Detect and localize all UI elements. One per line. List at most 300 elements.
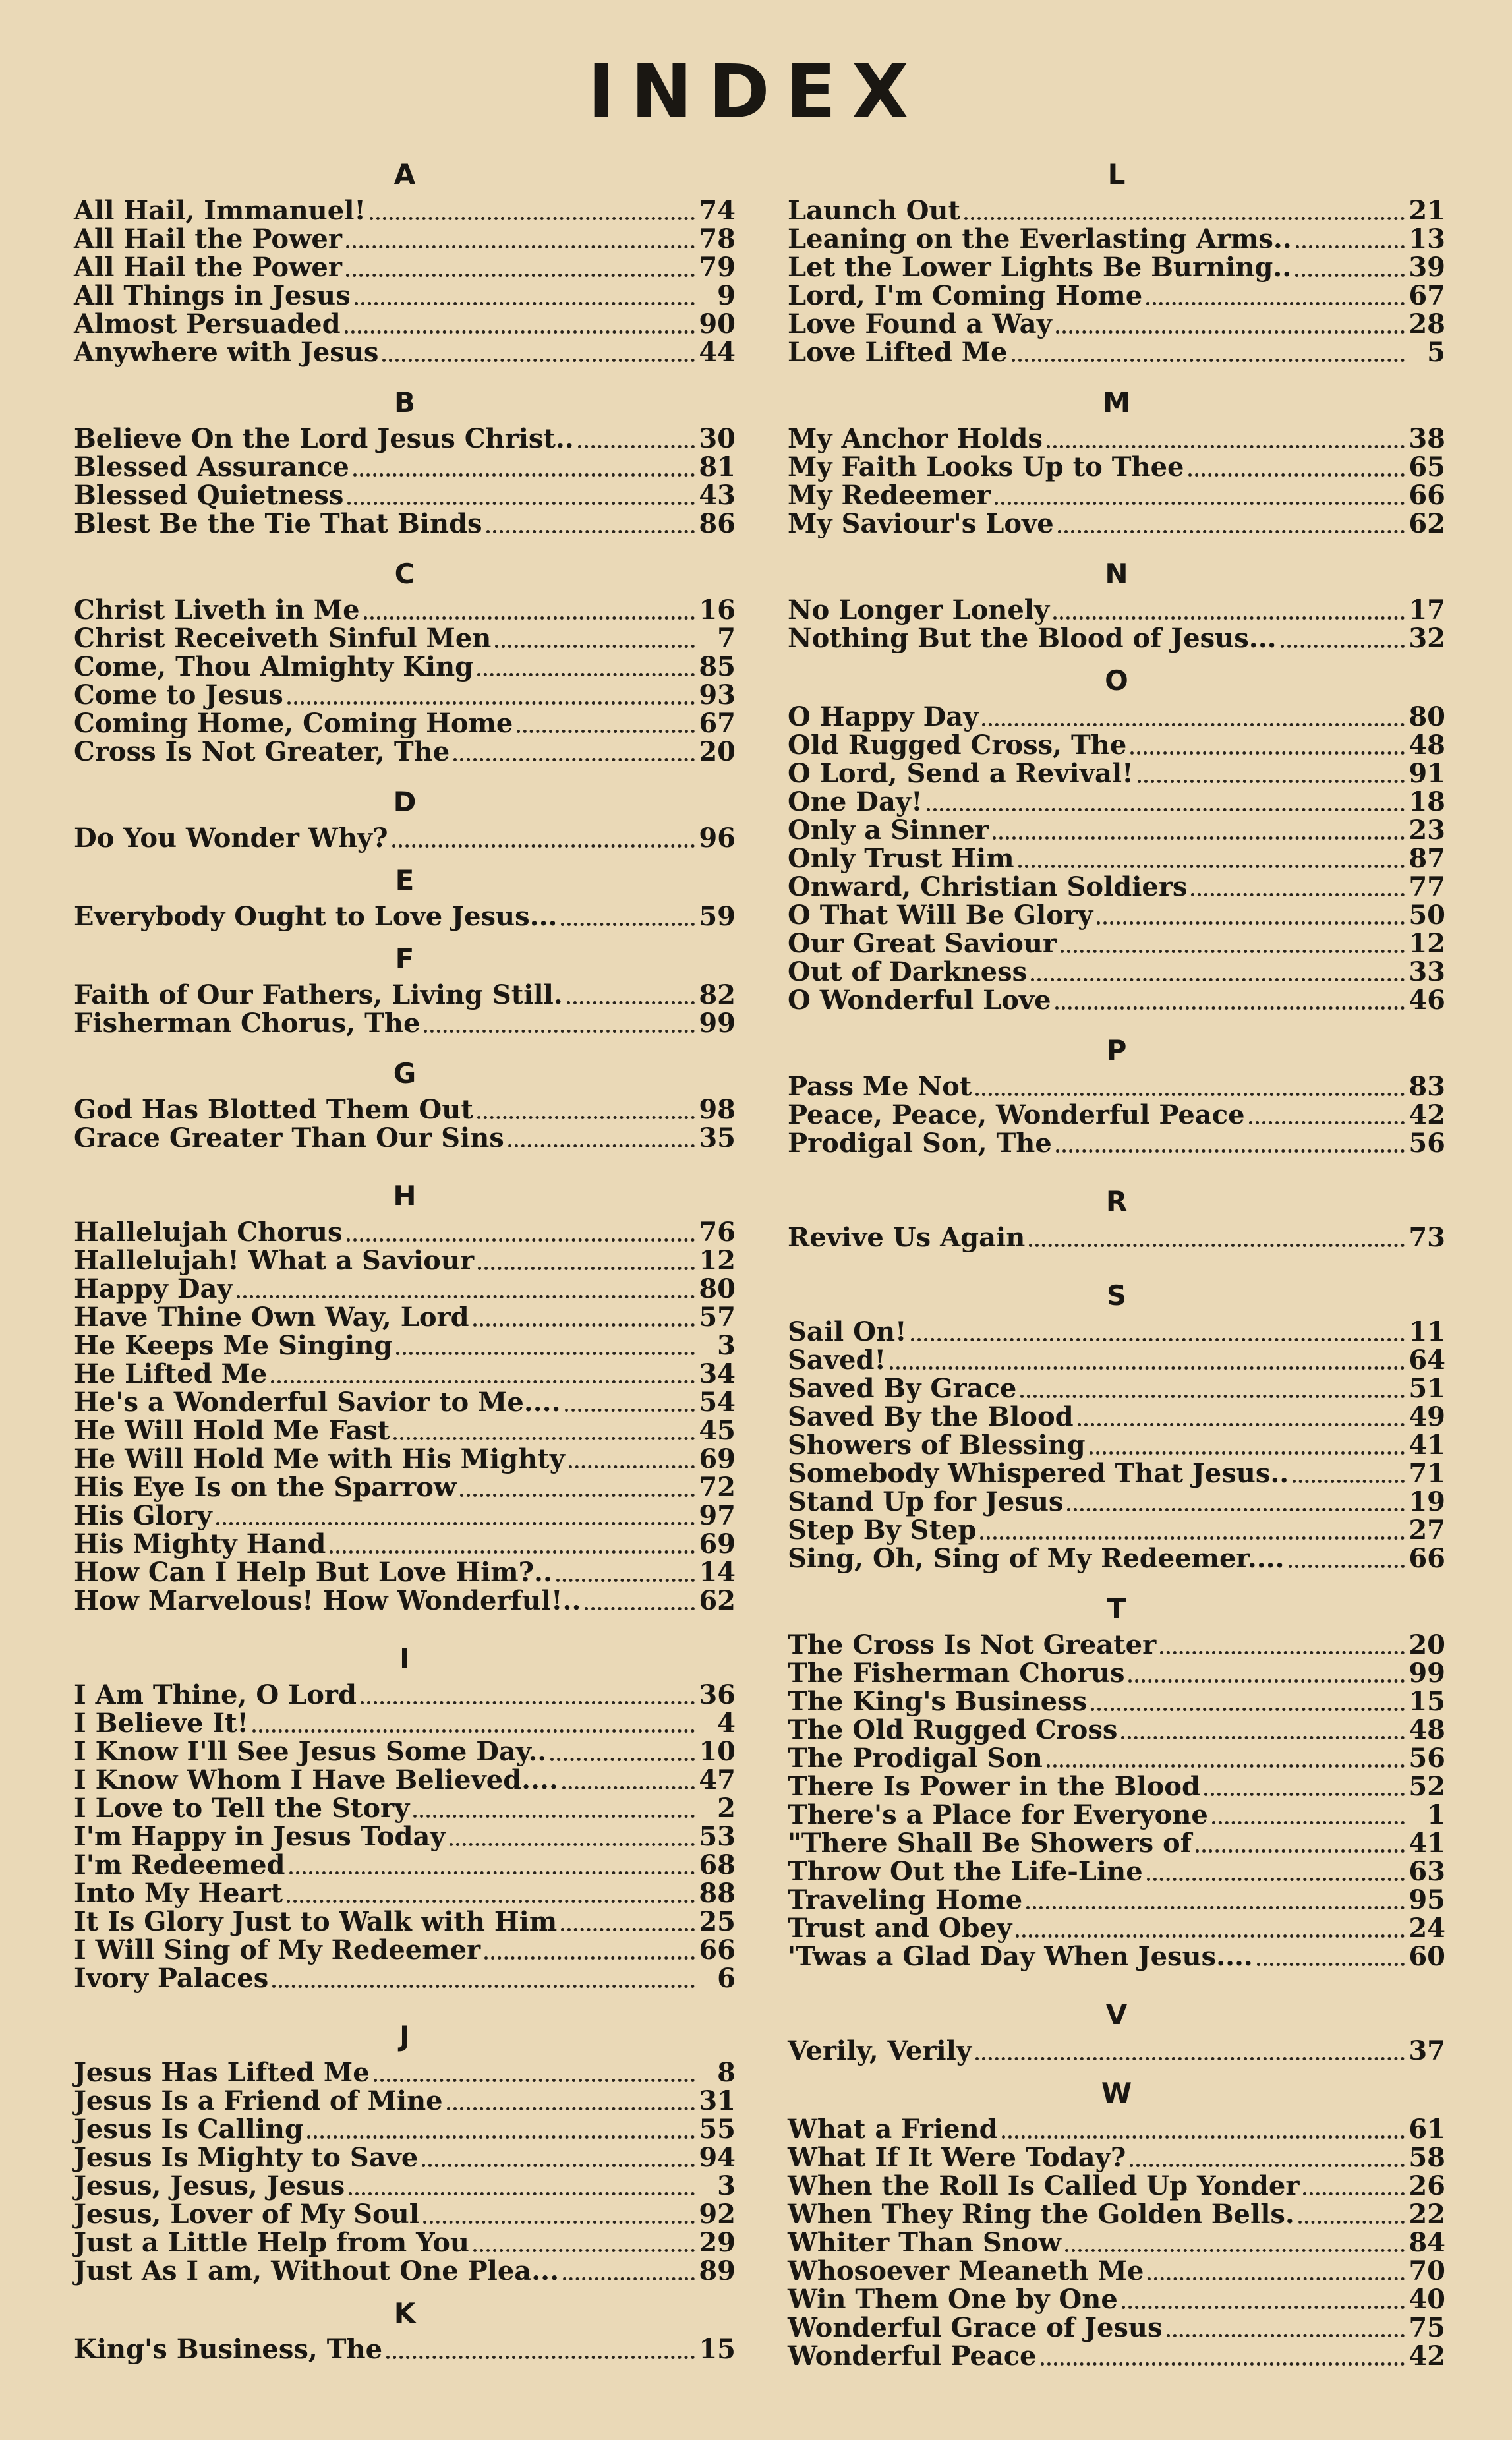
entry-title: What a Friend [788, 2114, 998, 2145]
index-entry [74, 509, 736, 538]
index-entry [788, 1223, 1445, 1252]
entry-title: Almost Persuaded [74, 308, 341, 339]
dot-leader [1012, 359, 1405, 362]
index-entry [788, 1544, 1445, 1573]
index-entry [788, 2143, 1445, 2172]
dot-leader [1026, 1906, 1405, 1909]
entry-page-number: 62 [1409, 508, 1445, 539]
entry-page-number: 20 [699, 736, 736, 767]
section-letter: R [1105, 1185, 1128, 1217]
dot-leader [353, 473, 695, 477]
entry-title: I Know Whom I Have Believed.... [74, 1764, 558, 1795]
dot-leader [508, 1144, 695, 1147]
entry-page-number: 58 [1409, 2142, 1445, 2173]
index-entry [788, 1772, 1445, 1801]
entry-title: Cross Is Not Greater, The [74, 736, 450, 767]
dot-leader [364, 616, 695, 620]
index-entry [788, 1431, 1445, 1459]
dot-leader [1146, 302, 1405, 305]
entry-title: Ivory Palaces [74, 1963, 269, 1994]
dot-leader [1191, 893, 1405, 896]
dot-leader [345, 330, 695, 334]
section-letter: I [399, 1642, 410, 1675]
dot-leader [347, 502, 695, 505]
entry-page-number: 21 [1409, 195, 1445, 226]
entry-page-number: 43 [699, 480, 736, 511]
entry-title: Verily, Verily [788, 2035, 972, 2066]
index-entry [74, 453, 736, 481]
entry-title: All Hail the Power [74, 252, 342, 283]
entry-title: Hallelujah! What a Saviour [74, 1245, 475, 1276]
dot-leader [1065, 2249, 1405, 2252]
index-section-s [788, 1274, 1445, 1573]
index-entry [788, 844, 1445, 873]
entry-page-number: 41 [1409, 1828, 1445, 1859]
index-section-m [788, 381, 1445, 538]
entry-title: O Wonderful Love [788, 985, 1051, 1016]
index-entry [74, 2200, 736, 2228]
entry-page-number: 71 [1409, 1458, 1445, 1489]
dot-leader [1303, 2192, 1405, 2195]
entry-page-number: 99 [1409, 1658, 1445, 1689]
entry-title: Prodigal Son, The [788, 1128, 1052, 1159]
index-entry [74, 1445, 736, 1473]
entry-page-number: 5 [1427, 337, 1445, 368]
index-entry [74, 653, 736, 681]
entry-title: Do You Wonder Why? [74, 823, 388, 854]
dot-leader [413, 1815, 695, 1818]
dot-leader [561, 923, 695, 926]
dot-leader [1047, 1764, 1405, 1768]
index-entry [788, 424, 1445, 453]
dot-leader [423, 2221, 695, 2224]
section-letter: G [393, 1057, 417, 1089]
index-entry [74, 1124, 736, 1152]
entry-page-number: 75 [1409, 2312, 1445, 2343]
entry-page-number: 27 [1409, 1515, 1445, 1546]
entry-title: He Lifted Me [74, 1358, 268, 1389]
entry-page-number: 53 [699, 1821, 736, 1852]
entry-title: King's Business, The [74, 2334, 383, 2365]
entry-page-number: 13 [1409, 223, 1445, 254]
dot-leader [1249, 1121, 1405, 1124]
dot-leader [355, 302, 695, 305]
entry-title: Onward, Christian Soldiers [788, 871, 1188, 902]
dot-leader [346, 245, 695, 248]
dot-leader [216, 1522, 695, 1525]
entry-title: Coming Home, Coming Home [74, 708, 513, 739]
dot-leader [1053, 616, 1405, 620]
index-entry [74, 1331, 736, 1360]
index-entry [788, 2228, 1445, 2257]
index-entry [788, 624, 1445, 653]
dot-leader [1204, 1793, 1405, 1796]
entry-page-number: 64 [1409, 1345, 1445, 1376]
dot-leader [1018, 865, 1405, 868]
entry-page-number: 92 [699, 2199, 736, 2230]
entry-page-number: 11 [1409, 1316, 1445, 1347]
entry-title: 'Twas a Glad Day When Jesus.... [788, 1941, 1253, 1972]
index-entry [74, 681, 736, 709]
index-entry [74, 310, 736, 338]
entry-title: Somebody Whispered That Jesus.. [788, 1458, 1289, 1489]
entry-page-number: 79 [699, 252, 736, 283]
dot-leader [993, 836, 1405, 840]
entry-title: Old Rugged Cross, The [788, 730, 1127, 761]
dot-leader [382, 359, 695, 362]
dot-leader [1128, 1679, 1405, 1683]
dot-leader [975, 2057, 1405, 2060]
dot-leader [473, 2249, 695, 2252]
dot-leader [330, 1550, 695, 1554]
dot-leader [975, 1093, 1405, 1096]
entry-title: Wonderful Grace of Jesus [788, 2312, 1163, 2343]
section-letter: L [1107, 158, 1126, 190]
entry-page-number: 32 [1409, 623, 1445, 654]
index-entry [788, 958, 1445, 986]
index-column-right [788, 153, 1445, 2370]
dot-leader [556, 1579, 695, 1582]
dot-leader [1031, 978, 1405, 981]
section-letter: F [395, 943, 415, 975]
dot-leader [349, 2192, 695, 2195]
entry-page-number: 3 [717, 1330, 736, 1361]
entry-page-number: 42 [1409, 2340, 1445, 2371]
index-entry [74, 338, 736, 366]
dot-leader [517, 730, 695, 733]
entry-page-number: 3 [717, 2170, 736, 2201]
entry-title: Anywhere with Jesus [74, 337, 379, 368]
dot-leader [1002, 2135, 1405, 2139]
index-entry [74, 1558, 736, 1586]
entry-page-number: 73 [1409, 1222, 1445, 1253]
section-letter: D [393, 786, 417, 818]
index-entry [788, 1744, 1445, 1772]
index-section-b [74, 381, 736, 538]
entry-page-number: 31 [699, 2085, 736, 2116]
entry-page-number: 12 [699, 1245, 736, 1276]
index-entry [74, 1851, 736, 1879]
dot-leader [486, 530, 695, 533]
index-entry [788, 1101, 1445, 1129]
index-entry [74, 824, 736, 852]
dot-leader [1016, 1934, 1405, 1938]
entry-page-number: 94 [699, 2142, 736, 2173]
section-letter: A [393, 158, 416, 190]
entry-title: I Will Sing of My Redeemer [74, 1934, 481, 1965]
dot-leader [237, 1295, 695, 1298]
entry-title: Saved By Grace [788, 1373, 1017, 1404]
entry-page-number: 67 [699, 708, 736, 739]
entry-title: How Marvelous! How Wonderful!.. [74, 1585, 581, 1616]
entry-title: The Cross Is Not Greater [788, 1629, 1157, 1660]
index-section-g [74, 1052, 736, 1152]
index-section-w [788, 2072, 1445, 2370]
index-section-f [74, 937, 736, 1037]
entry-title: His Glory [74, 1500, 212, 1531]
index-entry [74, 281, 736, 310]
entry-title: Pass Me Not [788, 1071, 972, 1102]
dot-leader [392, 844, 695, 848]
index-entry [788, 1857, 1445, 1886]
index-entry [74, 2058, 736, 2087]
index-entry [788, 2313, 1445, 2342]
entry-page-number: 45 [699, 1415, 736, 1446]
index-entry [788, 509, 1445, 538]
index-entry [74, 1737, 736, 1766]
entry-page-number: 56 [1409, 1128, 1445, 1159]
entry-page-number: 69 [699, 1528, 736, 1559]
index-entry [74, 1822, 736, 1851]
index-entry [74, 1473, 736, 1501]
entry-page-number: 36 [699, 1679, 736, 1710]
entry-page-number: 80 [1409, 701, 1445, 732]
dot-leader [1138, 780, 1405, 783]
index-section-p [788, 1029, 1445, 1157]
dot-leader [447, 2107, 695, 2110]
entry-title: There Is Power in the Blood [788, 1771, 1200, 1802]
entry-title: My Anchor Holds [788, 423, 1043, 454]
dot-leader [252, 1729, 695, 1733]
entry-title: He Will Hold Me with His Mighty [74, 1443, 565, 1474]
dot-leader [567, 1001, 695, 1004]
index-entry [788, 2285, 1445, 2313]
dot-leader [393, 1437, 695, 1440]
entry-title: Jesus, Jesus, Jesus [74, 2170, 345, 2201]
index-entry [74, 1681, 736, 1709]
entry-title: Blessed Quietness [74, 480, 344, 511]
dot-leader [484, 1956, 695, 1960]
entry-page-number: 18 [1409, 786, 1445, 817]
dot-leader [422, 2164, 695, 2167]
entry-title: The Prodigal Son [788, 1743, 1043, 1774]
dot-leader [473, 1323, 695, 1327]
index-entry [788, 1886, 1445, 1914]
entry-title: He Will Hold Me Fast [74, 1415, 390, 1446]
index-entry [74, 1530, 736, 1558]
entry-title: Faith of Our Fathers, Living Still. [74, 979, 563, 1010]
index-section-v [788, 1993, 1445, 2065]
entry-title: He's a Wonderful Savior to Me.... [74, 1387, 561, 1418]
index-entry [74, 1586, 736, 1615]
entry-title: I'm Redeemed [74, 1849, 285, 1880]
index-entry [788, 1129, 1445, 1157]
entry-title: The Fisherman Chorus [788, 1658, 1125, 1689]
dot-leader [980, 1536, 1405, 1540]
entry-title: I Love to Tell the Story [74, 1793, 410, 1824]
entry-page-number: 61 [1409, 2114, 1445, 2145]
section-letter: O [1105, 664, 1128, 697]
dot-leader [450, 1843, 695, 1846]
index-entry [74, 981, 736, 1009]
entry-title: Whosoever Meaneth Me [788, 2255, 1144, 2286]
entry-page-number: 55 [699, 2114, 736, 2145]
entry-title: His Eye Is on the Sparrow [74, 1472, 457, 1503]
dot-leader [1058, 530, 1405, 533]
index-entry [788, 1403, 1445, 1431]
index-entry [788, 2342, 1445, 2370]
dot-leader [1295, 274, 1405, 277]
page-title: INDEX [587, 49, 925, 135]
entry-title: Leaning on the Everlasting Arms.. [788, 223, 1292, 254]
entry-title: Come to Jesus [74, 680, 283, 711]
dot-leader [1061, 950, 1405, 953]
index-section-e [74, 859, 736, 931]
entry-page-number: 30 [699, 423, 736, 454]
entry-page-number: 34 [699, 1358, 736, 1389]
entry-title: Throw Out the Life-Line [788, 1856, 1143, 1887]
dot-leader [272, 1985, 695, 1988]
index-section-a [74, 153, 736, 366]
dot-leader [1293, 1480, 1405, 1483]
index-entry [74, 709, 736, 738]
entry-title: Nothing But the Blood of Jesus... [788, 623, 1277, 654]
index-entry [788, 1374, 1445, 1403]
index-entry [74, 196, 736, 225]
section-letter: E [395, 864, 415, 896]
entry-page-number: 57 [699, 1302, 736, 1333]
entry-title: Christ Receiveth Sinful Men [74, 623, 492, 654]
index-section-j [74, 2015, 736, 2285]
entry-title: Blest Be the Tie That Binds [74, 508, 482, 539]
entry-title: Let the Lower Lights Be Burning.. [788, 252, 1292, 283]
index-entry [74, 1709, 736, 1737]
dot-leader [562, 1786, 695, 1789]
entry-title: There's a Place for Everyone [788, 1799, 1208, 1830]
entry-page-number: 47 [699, 1764, 736, 1795]
entry-title: O Happy Day [788, 701, 979, 732]
index-entry [788, 2172, 1445, 2200]
index-entry [788, 1942, 1445, 1971]
index-section-n [788, 552, 1445, 653]
index-entry [74, 902, 736, 931]
index-entry [74, 2228, 736, 2257]
entry-page-number: 29 [699, 2227, 736, 2258]
entry-title: How Can I Help But Love Him?.. [74, 1557, 552, 1588]
dot-leader [1029, 1244, 1405, 1247]
entry-page-number: 44 [699, 337, 736, 368]
entry-title: The King's Business [788, 1686, 1088, 1717]
entry-page-number: 20 [1409, 1629, 1445, 1660]
entry-title: I Believe It! [74, 1708, 249, 1739]
index-entry [788, 703, 1445, 731]
index-entry [74, 1009, 736, 1037]
entry-page-number: 48 [1409, 730, 1445, 761]
dot-leader [1257, 1963, 1405, 1966]
entry-title: Grace Greater Than Our Sins [74, 1122, 504, 1153]
entry-page-number: 81 [699, 451, 736, 482]
index-entry [788, 2037, 1445, 2065]
entry-page-number: 95 [1409, 1884, 1445, 1915]
entry-page-number: 65 [1409, 451, 1445, 482]
entry-title: Whiter Than Snow [788, 2227, 1061, 2258]
dot-leader [1056, 1149, 1405, 1153]
index-entry [74, 1218, 736, 1246]
entry-page-number: 87 [1409, 843, 1445, 874]
dot-leader [1160, 1651, 1405, 1654]
entry-title: Trust and Obey [788, 1913, 1012, 1944]
entry-page-number: 99 [699, 1008, 736, 1039]
dot-leader [495, 645, 695, 648]
entry-page-number: 72 [699, 1472, 736, 1503]
index-entry [74, 1388, 736, 1416]
entry-page-number: 38 [1409, 423, 1445, 454]
dot-leader [1067, 1508, 1405, 1511]
dot-leader [1097, 921, 1405, 925]
section-letter: V [1105, 1998, 1128, 2031]
entry-title: Christ Liveth in Me [74, 595, 360, 625]
entry-page-number: 98 [699, 1094, 736, 1125]
dot-leader [370, 217, 695, 220]
dot-leader [271, 1380, 695, 1383]
entry-page-number: 15 [1409, 1686, 1445, 1717]
index-entry [74, 1794, 736, 1822]
entry-page-number: 22 [1409, 2199, 1445, 2230]
dot-leader [460, 1494, 695, 1497]
entry-title: Blessed Assurance [74, 451, 349, 482]
index-entry [788, 225, 1445, 253]
entry-title: O Lord, Send a Revival! [788, 758, 1134, 789]
section-letter: T [1107, 1592, 1126, 1625]
dot-leader [347, 1238, 695, 1242]
entry-page-number: 88 [699, 1878, 736, 1909]
entry-page-number: 68 [699, 1849, 736, 1880]
index-entry [74, 1964, 736, 1992]
index-entry [74, 2087, 736, 2115]
index-entry [74, 2143, 736, 2172]
entry-page-number: 40 [1409, 2284, 1445, 2315]
dot-leader [1188, 473, 1405, 477]
dot-leader [287, 701, 695, 705]
entry-page-number: 66 [1409, 1543, 1445, 1574]
index-entry [74, 624, 736, 653]
dot-leader [1196, 1849, 1405, 1853]
entry-page-number: 63 [1409, 1856, 1445, 1887]
entry-page-number: 96 [699, 823, 736, 854]
dot-leader [1147, 1878, 1405, 1881]
entry-title: "There Shall Be Showers of [788, 1828, 1192, 1859]
index-entry [74, 1879, 736, 1907]
entry-page-number: 86 [699, 508, 736, 539]
entry-page-number: 59 [699, 901, 736, 932]
entry-title: Love Found a Way [788, 308, 1052, 339]
entry-title: The Old Rugged Cross [788, 1714, 1118, 1745]
dot-leader [550, 1758, 695, 1761]
entry-title: Lord, I'm Coming Home [788, 280, 1143, 311]
entry-page-number: 91 [1409, 758, 1445, 789]
dot-leader [1148, 2277, 1405, 2280]
entry-page-number: 70 [1409, 2255, 1445, 2286]
entry-page-number: 16 [699, 595, 736, 625]
index-entry [788, 281, 1445, 310]
section-letter: M [1103, 386, 1130, 419]
index-entry [788, 873, 1445, 901]
dot-leader [1055, 1006, 1405, 1010]
index-entry [74, 1907, 736, 1936]
dot-leader [585, 1607, 695, 1610]
index-entry [74, 2257, 736, 2285]
entry-page-number: 82 [699, 979, 736, 1010]
entry-title: Jesus Is Mighty to Save [74, 2142, 419, 2173]
index-entry [788, 1488, 1445, 1516]
index-entry [788, 1914, 1445, 1942]
index-entry [74, 1766, 736, 1794]
index-section-i [74, 1637, 736, 1992]
entry-title: Happy Day [74, 1273, 233, 1304]
index-entry [788, 1659, 1445, 1687]
entry-title: Just As I am, Without One Plea... [74, 2255, 559, 2286]
entry-title: Traveling Home [788, 1884, 1023, 1915]
